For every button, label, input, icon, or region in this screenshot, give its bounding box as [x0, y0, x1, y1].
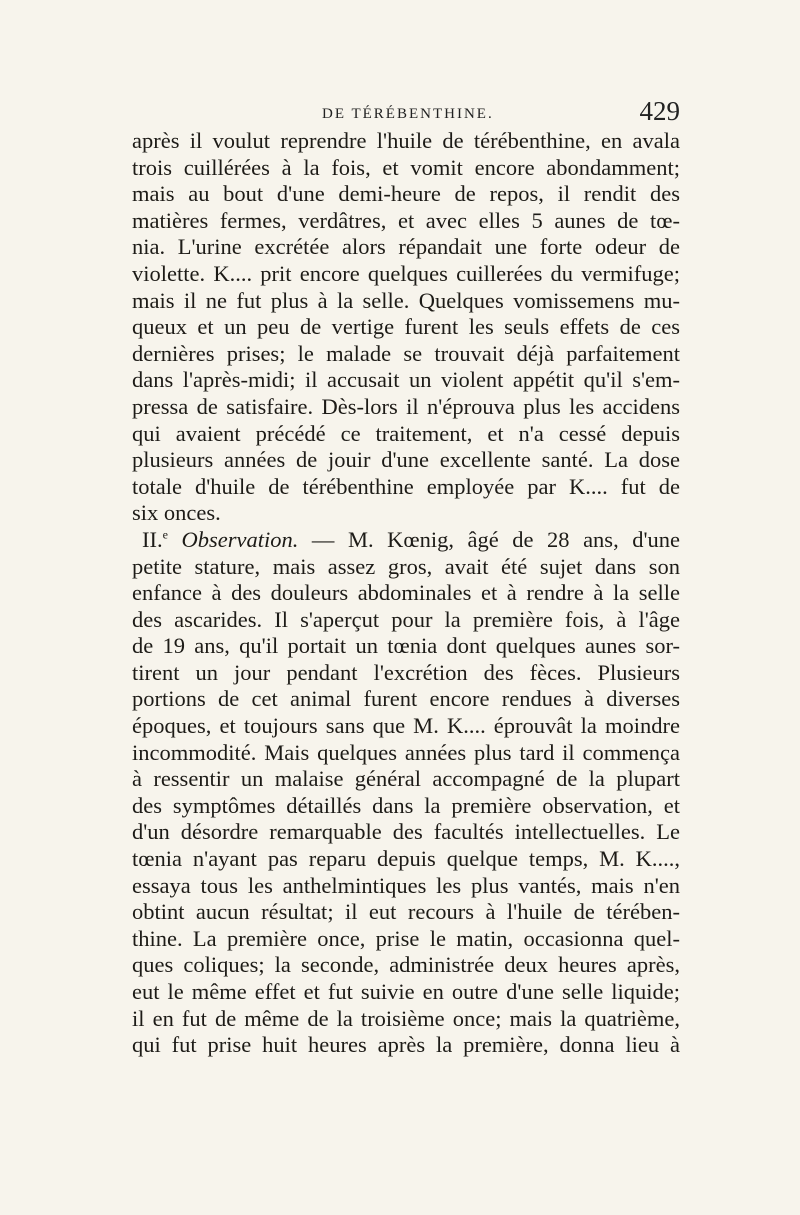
observation-first-line: — M. Kœnig, âgé de 28 ans, d'une	[298, 526, 681, 552]
text-line: violette. K.... prit encore quelques cuillerées du vermifuge;	[132, 260, 680, 286]
text-line: des symptômes détaillés dans la première observation, et	[132, 792, 680, 818]
text-line: obtint aucun résultat; il eut recours à l'huile de térében-	[132, 899, 680, 925]
text-line: de 19 ans, qu'il portait un tœnia dont quelques aunes sor-	[132, 633, 680, 659]
observation-number-superscript: e	[162, 527, 168, 542]
text-line: tirent un jour pendant l'excrétion des fèces. Plusieurs	[132, 659, 680, 685]
text-line: totale d'huile de térébenthine employée par K.... fut de	[132, 473, 680, 499]
text-line: après il voulut reprendre l'huile de térébenthine, en avala	[132, 128, 680, 153]
text-line: portions de cet animal furent encore rendues à diverses	[132, 686, 680, 712]
page-number: 429	[639, 96, 680, 126]
text-line: thine. La première once, prise le matin, occasionna quel-	[132, 925, 680, 951]
text-line: dans l'après-midi; il accusait un violent appétit qu'il s'em-	[132, 367, 680, 393]
text-line: qui avaient précédé ce traitement, et n'a cessé depuis	[132, 420, 680, 446]
text-line: incommodité. Mais quelques années plus tard il commença	[132, 739, 680, 765]
text-line: mais il ne fut plus à la selle. Quelques vomissemens mu-	[132, 287, 680, 313]
text-line: qui fut prise huit heures après la première, donna lieu à	[132, 1032, 680, 1058]
text-line: petite stature, mais assez gros, avait été sujet dans son	[132, 553, 680, 579]
text-line: trois cuillérées à la fois, et vomit encore abondamment;	[132, 154, 680, 180]
text-line: six onces.	[132, 500, 221, 526]
text-line: eut le même effet et fut suivie en outre d'une selle liquide;	[132, 979, 680, 1004]
text-line: d'un désordre remarquable des facultés intellectuelles. Le	[132, 819, 680, 845]
text-line: époques, et toujours sans que M. K.... éprouvât la moindre	[132, 713, 680, 739]
text-line: nia. L'urine excrétée alors répandait une forte odeur de	[132, 234, 680, 260]
text-line: dernières prises; le malade se trouvait déjà parfaitement	[132, 340, 680, 366]
paragraph-two	[132, 554, 680, 1059]
text-line: essaya tous les anthelmintiques les plus vantés, mais n'en	[132, 872, 680, 898]
text-line: tœnia n'ayant pas reparu depuis quelque temps, M. K....,	[132, 846, 680, 872]
observation-heading-line	[132, 527, 680, 554]
text-line: des ascarides. Il s'aperçut pour la première fois, à l'âge	[132, 606, 680, 632]
text-line: il en fut de même de la troisième once; mais la quatrième,	[132, 1005, 680, 1031]
page-header	[132, 96, 680, 132]
text-line: ques coliques; la seconde, administrée deux heures après,	[132, 952, 680, 978]
running-title: DE TÉRÉBENTHINE.	[322, 106, 494, 122]
text-line: queux et un peu de vertige furent les seuls effets de ces	[132, 314, 680, 340]
text-line: plusieurs années de jouir d'une excellente santé. La dose	[132, 447, 680, 473]
observation-title: Observation.	[181, 526, 299, 552]
text-line: pressa de satisfaire. Dès-lors il n'éprouva plus les accidens	[132, 393, 680, 419]
observation-number: II.	[142, 526, 163, 552]
text-line: mais au bout d'une demi-heure de repos, il rendit des	[132, 181, 680, 207]
text-line: matières fermes, verdâtres, et avec elles 5 aunes de tœ-	[132, 207, 680, 233]
text-line: enfance à des douleurs abdominales et à rendre à la selle	[132, 580, 680, 606]
body-text	[132, 128, 680, 1059]
paragraph-one	[132, 128, 680, 527]
text-line: à ressentir un malaise général accompagné de la plupart	[132, 766, 680, 792]
